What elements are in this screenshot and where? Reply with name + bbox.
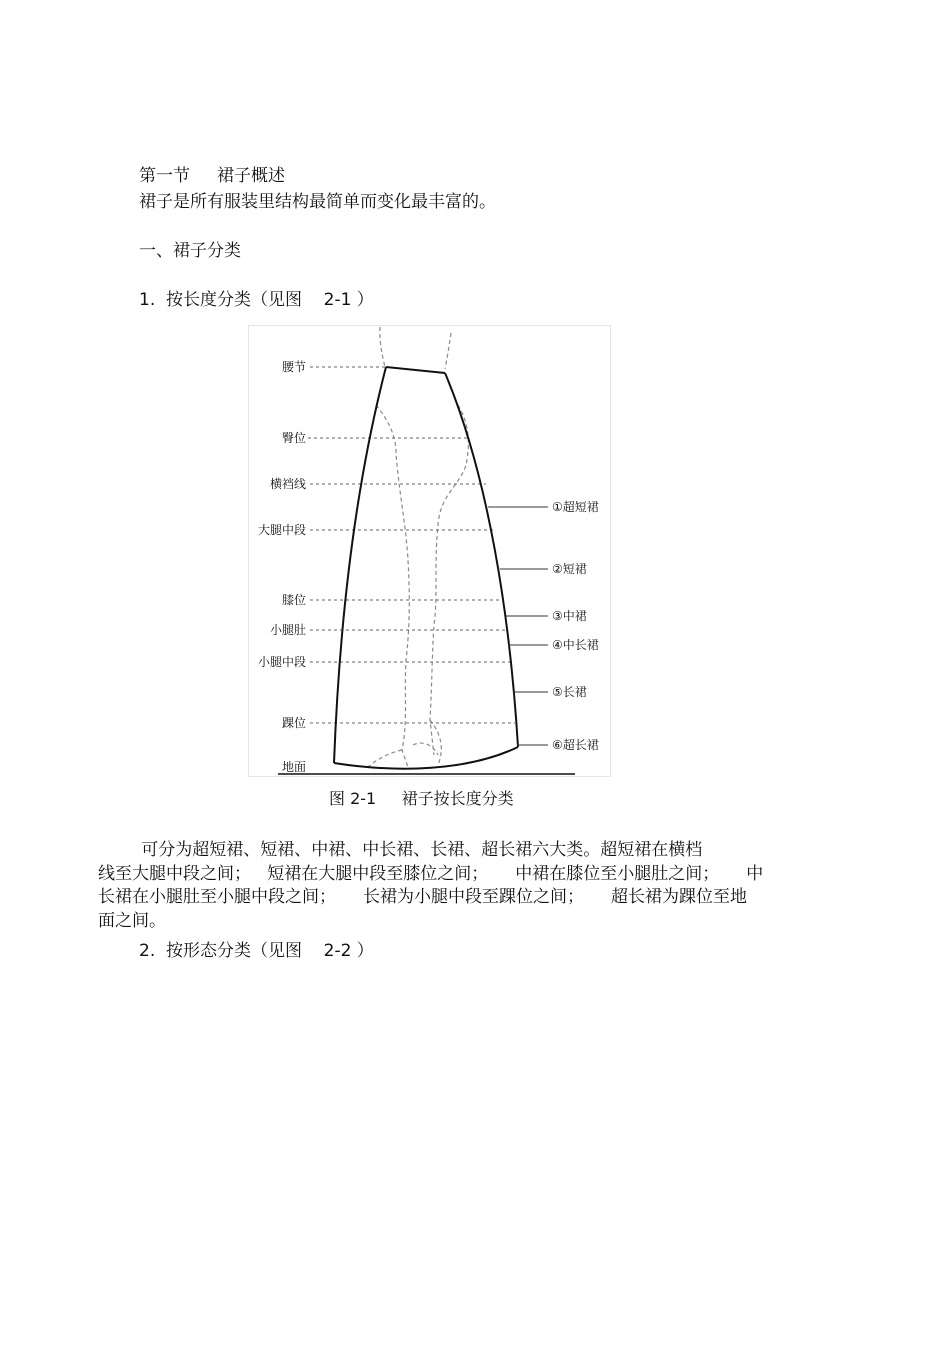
skirt-length-figure xyxy=(248,325,611,777)
skirt-left-edge xyxy=(334,367,386,763)
list-item-shape: 2. 按形态分类（见图 2-2 ） xyxy=(139,941,374,961)
foot-left xyxy=(368,750,402,767)
label-short-skirt: ②短裙 xyxy=(552,562,587,576)
label-midi-skirt: ③中裙 xyxy=(552,609,587,623)
label-mid-long-skirt: ④中长裙 xyxy=(552,638,599,652)
torso-right-line xyxy=(445,333,451,369)
label-maxi-skirt: ⑥超长裙 xyxy=(552,738,599,752)
label-ground: 地面 xyxy=(281,760,306,774)
skirt-diagram xyxy=(248,325,611,777)
label-leaders xyxy=(488,507,548,745)
intro-text: 裙子是所有服装里结构最简单而变化最丰富的。 xyxy=(139,192,496,212)
body-paragraph xyxy=(98,839,778,933)
label-mid-thigh: 大腿中段 xyxy=(257,523,306,537)
torso-left-line xyxy=(380,327,385,367)
skirt-outline xyxy=(334,367,518,769)
leg-left-outer xyxy=(376,405,409,767)
foot-right xyxy=(430,720,441,765)
label-hip: 臀位 xyxy=(281,431,306,445)
list-item-length: 1. 按长度分类（见图 2-1 ） xyxy=(139,290,374,310)
section-heading: 第一节 裙子概述 xyxy=(139,166,286,186)
paragraph-line: 可分为超短裙、短裙、中裙、中长裙、长裙、超长裙六大类。超短裙在横档 xyxy=(98,840,703,860)
label-knee: 膝位 xyxy=(281,593,306,607)
label-calf: 小腿肚 xyxy=(269,623,306,637)
leg-right-inner xyxy=(430,405,468,755)
paragraph-line: 线至大腿中段之间； 短裙在大腿中段至膝位之间； 中裙在膝位至小腿肚之间； 中 xyxy=(98,863,764,884)
label-mini-skirt: ①超短裙 xyxy=(552,500,599,514)
skirt-hem xyxy=(334,747,518,769)
paragraph-line: 长裙在小腿肚至小腿中段之间； 长裙为小腿中段至踝位之间； 超长裙为踝位至地 xyxy=(98,887,748,907)
label-long-skirt: ⑤长裙 xyxy=(552,685,587,699)
skirt-right-edge xyxy=(445,373,518,747)
figure-caption: 图 2-1 裙子按长度分类 xyxy=(329,789,514,808)
label-crotch: 横裆线 xyxy=(269,477,306,491)
label-mid-calf: 小腿中段 xyxy=(257,655,306,669)
skirt-waistband xyxy=(386,367,445,373)
figure-border xyxy=(249,326,611,777)
label-ankle: 踝位 xyxy=(281,716,306,730)
subsection-heading: 一、裙子分类 xyxy=(139,241,241,261)
paragraph-line: 面之间。 xyxy=(98,910,166,931)
label-waist: 腰节 xyxy=(281,360,306,374)
